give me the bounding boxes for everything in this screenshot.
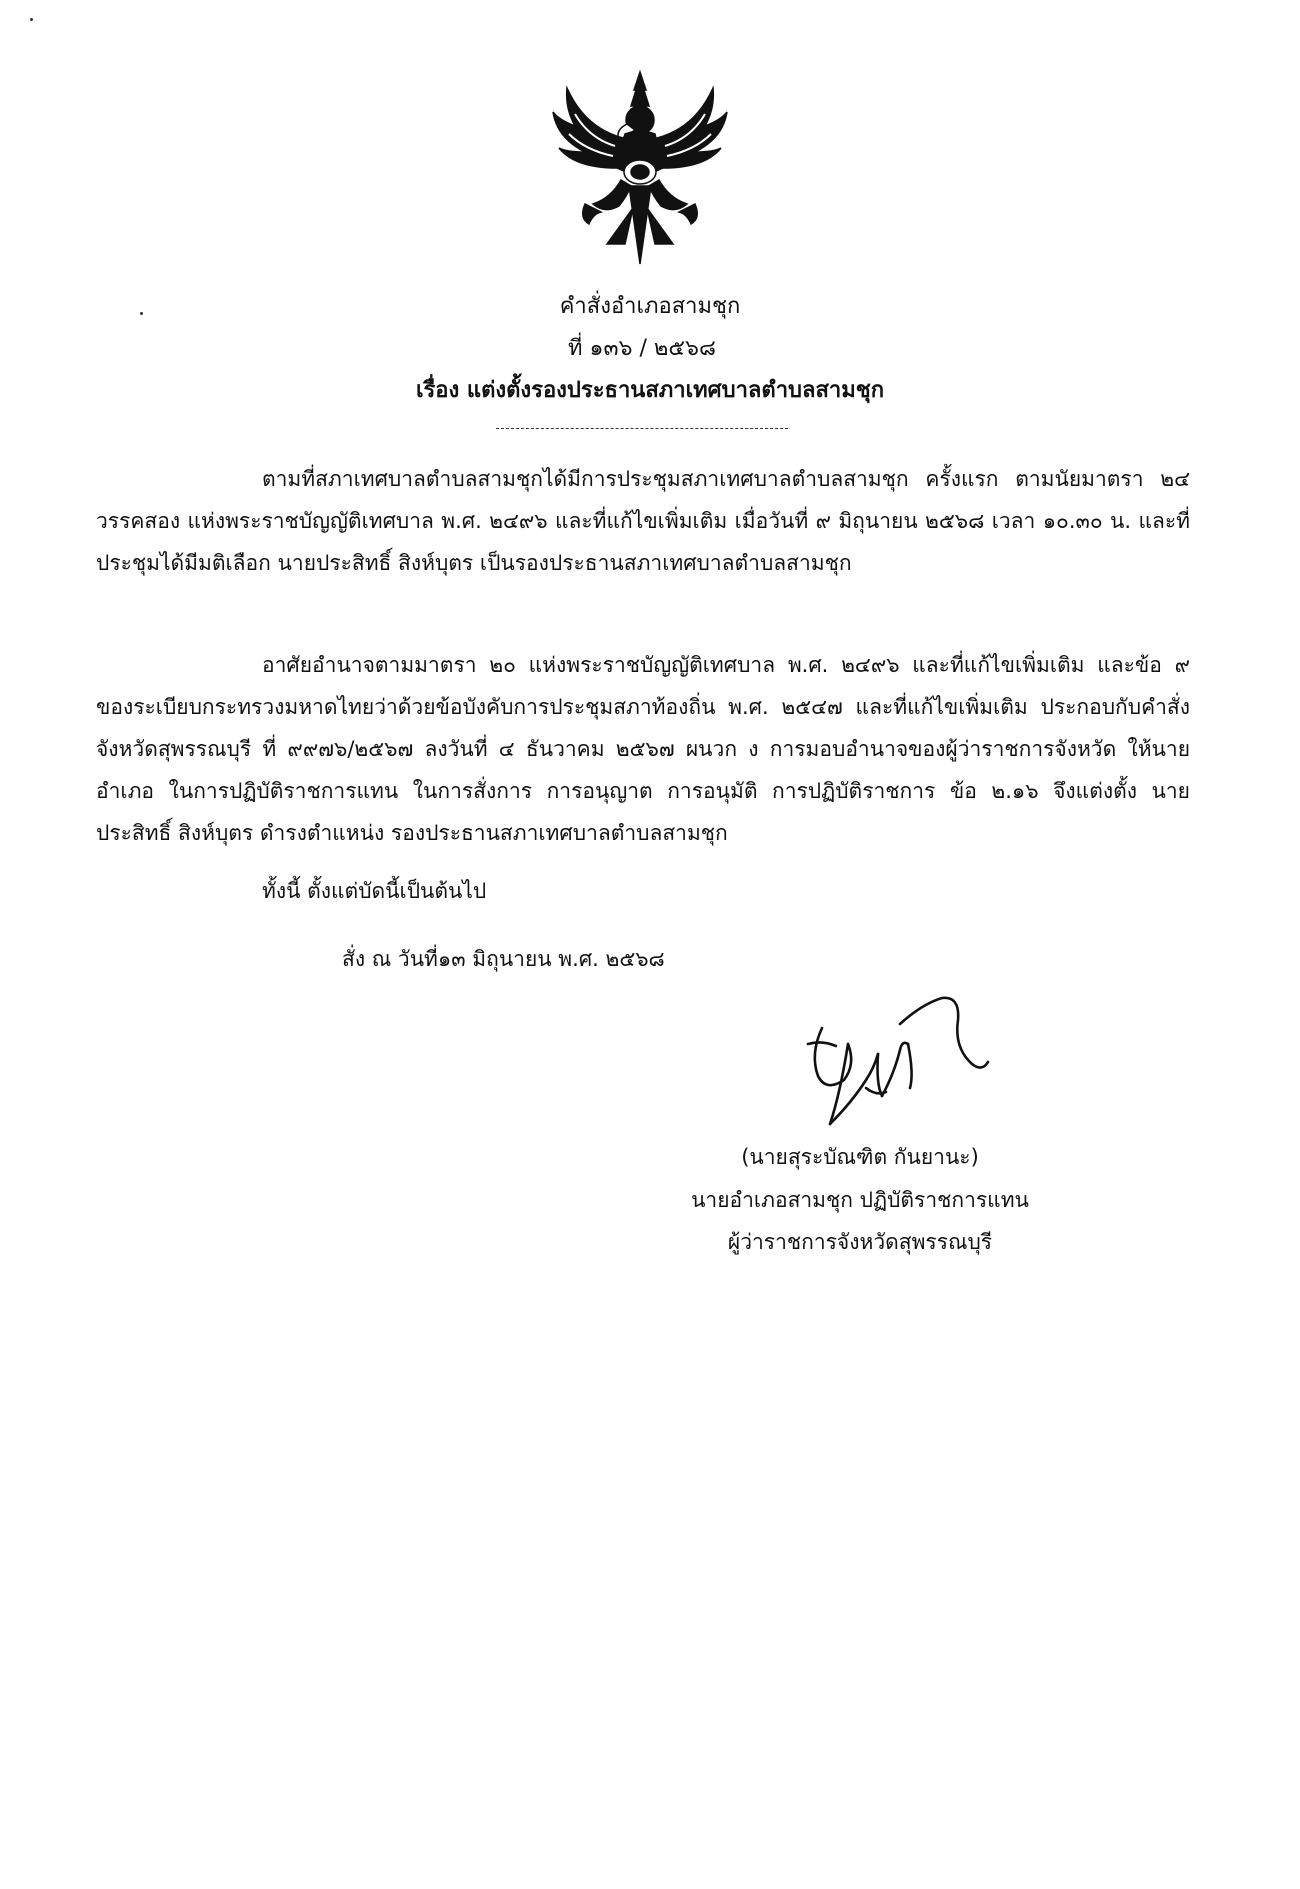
- body-paragraph-2: อาศัยอำนาจตามมาตรา ๒๐ แห่งพระราชบัญญัติเทศบาล พ.ศ. ๒๔๙๖ และที่แก้ไขเพิ่มเติม และข้อ ๙ ของระเบียบกระทรวงมหาดไทยว่าด้วยข้อบังคับการประชุมสภาท้องถิ่น พ.ศ. ๒๕๔๗ และที่แก้ไขเพิ่มเติม ประกอบกับคำสั่งจังหวัดสุพรรณบุรี ที่ ๙๙๗๖/๒๕๖๗ ลงวันที่ ๔ ธันวาคม ๒๕๖๗ ผนวก ง การมอบอำนาจของผู้ว่าราชการจังหวัด ให้นายอำเภอ ในการปฏิบัติราชการแทน ในการสั่งการ การอนุญาต การอนุมัติ การปฏิบัติราชการ ข้อ ๒.๑๖ จึงแต่งตั้ง นายประสิทธิ์ สิงห์บุตร ดำรงตำแหน่ง รองประธานสภาเทศบาลตำบลสามชุก: [96, 653, 1190, 845]
- signatory-name: (นายสุระบัณฑิต กันยานะ): [741, 1145, 979, 1169]
- handwritten-signature: [782, 984, 992, 1134]
- signatory-position: นายอำเภอสามชุก ปฏิบัติราชการแทน: [691, 1188, 1029, 1212]
- signatory-position-2: ผู้ว่าราชการจังหวัดสุพรรณบุรี: [727, 1230, 993, 1254]
- order-subject: เรื่อง แต่งตั้งรองประธานสภาเทศบาลตำบลสามชุก: [415, 378, 885, 403]
- order-number: ที่ ๑๓๖ / ๒๕๖๘: [568, 336, 716, 361]
- garuda-emblem-icon: [545, 68, 735, 268]
- order-date: สั่ง ณ วันที่๑๓ มิถุนายน พ.ศ. ๒๕๖๘: [342, 947, 665, 971]
- dashed-divider: [496, 428, 788, 429]
- scan-speck: [30, 18, 33, 21]
- effective-clause: ทั้งนี้ ตั้งแต่บัดนี้เป็นต้นไป: [262, 879, 487, 903]
- order-title: คำสั่งอำเภอสามชุก: [559, 294, 741, 319]
- body-paragraph-1: ตามที่สภาเทศบาลตำบลสามชุกได้มีการประชุมสภาเทศบาลตำบลสามชุก ครั้งแรก ตามนัยมาตรา ๒๔ วรรคสอง แห่งพระราชบัญญัติเทศบาล พ.ศ. ๒๔๙๖ และที่แก้ไขเพิ่มเติม เมื่อวันที่ ๙ มิถุนายน ๒๕๖๘ เวลา ๑๐.๓๐ น. และที่ประชุมได้มีมติเลือก นายประสิทธิ์ สิงห์บุตร เป็นรองประธานสภาเทศบาลตำบลสามชุก: [96, 467, 1190, 575]
